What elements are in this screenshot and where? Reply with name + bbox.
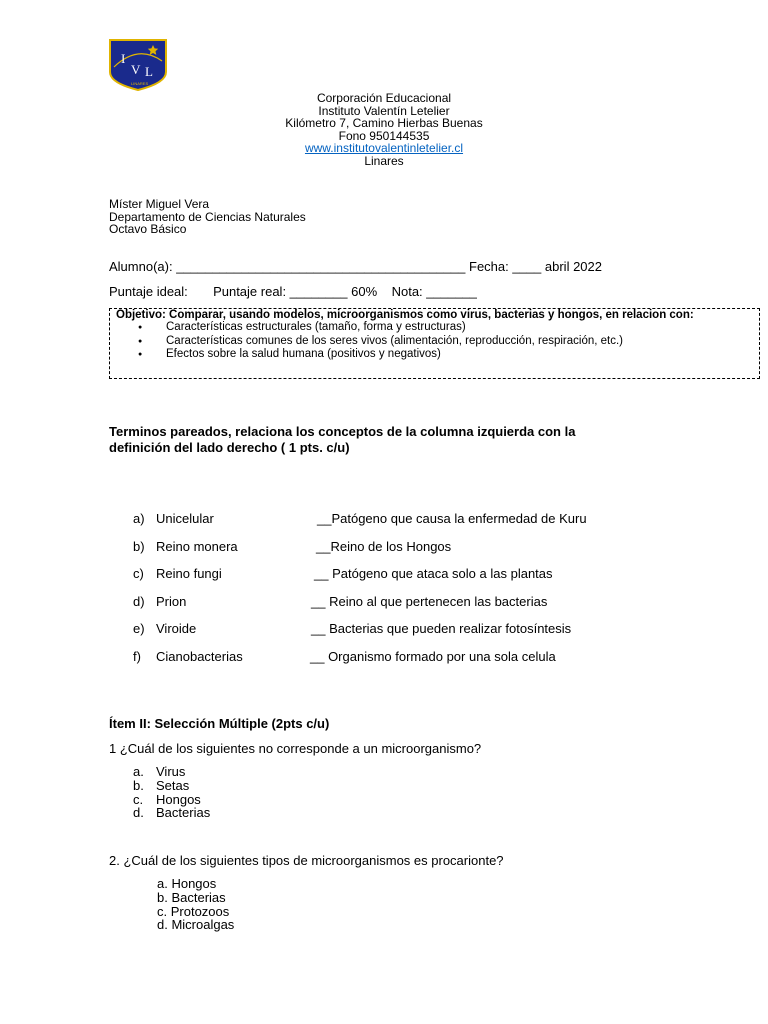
teacher-name: Míster Miguel Vera bbox=[109, 197, 210, 211]
option-text: Virus bbox=[156, 764, 186, 779]
matching-letter: a) bbox=[133, 511, 145, 526]
option-a bbox=[133, 765, 210, 779]
matching-definition: __ Bacterias que pueden realizar fotosíntesis bbox=[311, 621, 572, 636]
header-phone: Fono 950144535 bbox=[338, 128, 430, 143]
option-text: Hongos bbox=[156, 791, 201, 807]
option-text: Setas bbox=[156, 777, 190, 793]
option-letter: d. bbox=[133, 805, 144, 821]
matching-definition: __Patógeno que causa la enfermedad de Kuru bbox=[317, 511, 587, 526]
matching-letter: f) bbox=[133, 649, 141, 664]
option-letter: c. bbox=[133, 791, 144, 807]
matching-concept: Reino monera bbox=[156, 539, 238, 554]
option-text: Bacterias bbox=[156, 805, 211, 821]
matching-concept: Prion bbox=[156, 594, 187, 609]
school-logo bbox=[109, 39, 167, 91]
objective-box bbox=[109, 308, 760, 379]
matching-title-line2: definición del lado derecho ( 1 pts. c/u) bbox=[109, 440, 350, 455]
logo-letter-l: L bbox=[145, 64, 153, 79]
matching-letter: c) bbox=[133, 566, 144, 581]
logo-letter-i: I bbox=[121, 51, 126, 66]
option-letter: a. bbox=[133, 764, 144, 779]
matching-title-line1: Terminos pareados, relaciona los conceptos de la columna izquierda con la bbox=[109, 424, 576, 439]
option-c bbox=[133, 793, 210, 807]
objective-item: ● Efectos sobre la salud humana (positivos y negativos) bbox=[138, 348, 753, 362]
header-address: Kilómetro 7, Camino Hierbas Buenas bbox=[285, 116, 483, 131]
objective-item: ● Características comunes de los seres vivos (alimentación, reproducción, respiración, etc.) bbox=[138, 335, 753, 349]
question-2-options bbox=[157, 877, 234, 932]
matching-definition: __ Reino al que pertenecen las bacterias bbox=[311, 594, 548, 609]
matching-concept: Viroide bbox=[156, 621, 197, 636]
option-d bbox=[133, 806, 210, 820]
objective-title: Objetivo: Comparar, usando modelos, microorganismos como virus, bacterias y hongos, en relacion con: bbox=[116, 309, 694, 321]
matching-concept: Cianobacterias bbox=[156, 649, 243, 664]
matching-concept: Unicelular bbox=[156, 511, 214, 526]
website-link[interactable]: www.institutovalentinletelier.cl bbox=[304, 141, 464, 156]
matching-definition: __ Patógeno que ataca solo a las plantas bbox=[314, 566, 553, 581]
question-2: 2. ¿Cuál de los siguientes tipos de microorganismos es procarionte? bbox=[109, 853, 504, 868]
option-b: b. Bacterias bbox=[157, 889, 226, 905]
option-d: d. Microalgas bbox=[157, 917, 235, 933]
teacher-course: Octavo Básico bbox=[109, 222, 187, 237]
option-b bbox=[133, 779, 210, 793]
option-letter: b. bbox=[133, 777, 144, 793]
matching-letter: d) bbox=[133, 594, 145, 609]
teacher-info bbox=[109, 198, 306, 236]
objective-item: ● Características estructurales (tamaño, forma y estructuras) bbox=[138, 321, 753, 335]
logo-caption: LINARES bbox=[131, 81, 149, 86]
institution-header bbox=[0, 92, 768, 168]
student-date-line: Alumno(a): ________________________________________ Fecha: ____ abril 2022 bbox=[109, 259, 602, 274]
header-city: Linares bbox=[364, 153, 404, 168]
matching-letter: e) bbox=[133, 621, 145, 636]
matching-definition: __Reino de los Hongos bbox=[316, 539, 452, 554]
question-1: 1 ¿Cuál de los siguientes no corresponde a un microorganismo? bbox=[109, 741, 482, 756]
matching-title bbox=[109, 424, 575, 456]
logo-letter-v: V bbox=[131, 62, 141, 77]
question-1-options bbox=[133, 765, 210, 820]
multiple-choice-title: Ítem II: Selección Múltiple (2pts c/u) bbox=[109, 716, 330, 731]
matching-letter: b) bbox=[133, 539, 145, 554]
header-corporation: Corporación Educacional bbox=[316, 91, 452, 105]
shield-logo-icon bbox=[109, 39, 167, 91]
header-institute: Instituto Valentín Letelier bbox=[318, 103, 450, 118]
option-a: a. Hongos bbox=[157, 876, 217, 891]
score-line: Puntaje ideal: Puntaje real: ________ 60% Nota: _______ bbox=[109, 284, 477, 299]
objective-list bbox=[116, 321, 753, 362]
teacher-department: Departamento de Ciencias Naturales bbox=[109, 209, 306, 224]
option-c: c. Protozoos bbox=[157, 903, 230, 919]
matching-concept: Reino fungi bbox=[156, 566, 222, 581]
matching-definition: __ Organismo formado por una sola celula bbox=[310, 649, 556, 664]
